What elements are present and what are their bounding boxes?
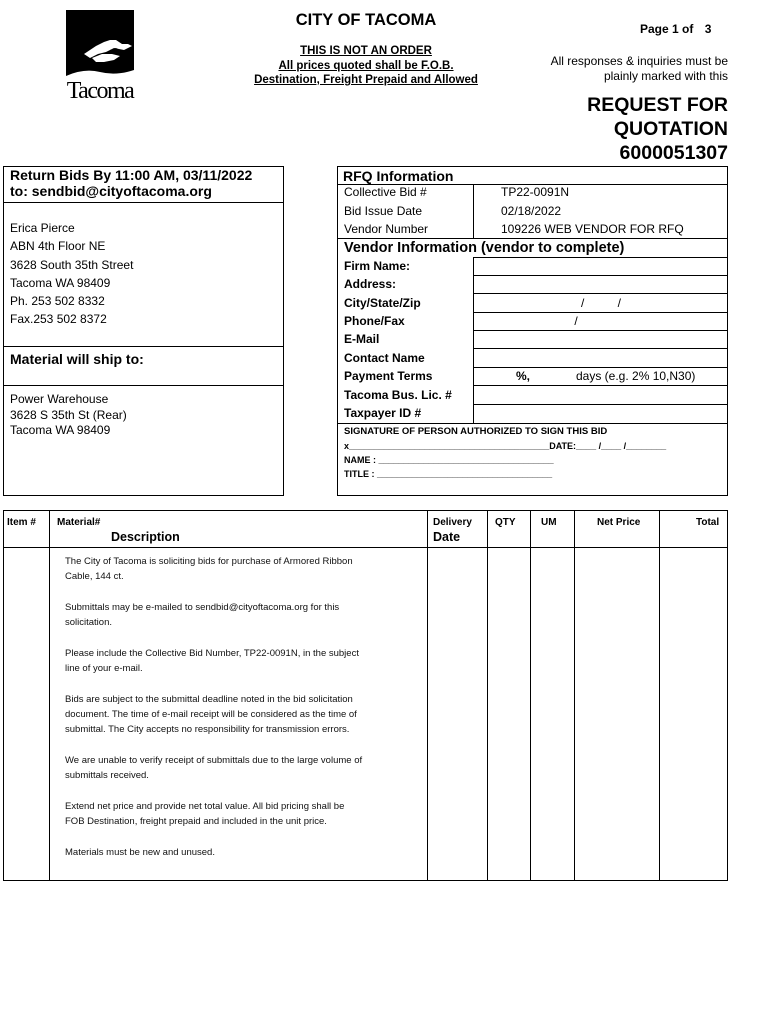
description-paragraph bbox=[65, 799, 425, 830]
column-header-net-price: Net Price bbox=[597, 517, 641, 528]
return-bids-line: Return Bids By 11:00 AM, 03/11/2022 bbox=[10, 167, 253, 183]
page-total: 3 bbox=[704, 22, 712, 36]
notice-line: THIS IS NOT AN ORDER bbox=[300, 45, 432, 57]
rfq-info-heading: RFQ Information bbox=[343, 168, 454, 184]
ship-to-heading: Material will ship to: bbox=[10, 351, 144, 367]
divider bbox=[473, 184, 474, 238]
description-line: Cable, 144 ct. bbox=[65, 571, 124, 583]
business-license-field[interactable] bbox=[474, 386, 728, 404]
description-line: solicitation. bbox=[65, 617, 112, 629]
ship-to-address bbox=[10, 392, 127, 439]
column-divider bbox=[427, 510, 428, 881]
description-line: Submittals may be e-mailed to sendbid@cityoftacoma.org for this bbox=[65, 601, 340, 613]
logo-wordmark: Tacoma bbox=[66, 78, 134, 104]
page-indicator bbox=[640, 22, 730, 36]
title-line[interactable]: TITLE : ___________________________________ bbox=[344, 469, 553, 479]
field-label-city-state-zip: City/State/Zip bbox=[344, 296, 421, 310]
contact-fax: Fax.253 502 8372 bbox=[10, 312, 107, 327]
description-line: line of your e-mail. bbox=[65, 663, 143, 675]
ship-line: Power Warehouse bbox=[10, 392, 109, 406]
order-notice bbox=[238, 44, 494, 88]
column-header-delivery: Delivery bbox=[433, 517, 472, 528]
taxpayer-id-field[interactable] bbox=[474, 405, 728, 423]
column-header-description: Description bbox=[111, 530, 180, 544]
field-label-address: Address: bbox=[344, 277, 397, 291]
description-line: Please include the Collective Bid Number, TP22-0091N, in the subject bbox=[65, 647, 359, 659]
rfq-value-collective-bid: TP22-0091N bbox=[501, 185, 570, 199]
divider bbox=[3, 346, 284, 347]
contact-name: Erica Pierce bbox=[10, 221, 75, 235]
description-line: submittals received. bbox=[65, 770, 149, 782]
description-line: Extend net price and provide net total value. All bid pricing shall be bbox=[65, 800, 345, 812]
field-label-firm-name: Firm Name: bbox=[344, 259, 411, 273]
rfq-value-vendor-number: 109226 WEB VENDOR FOR RFQ bbox=[501, 222, 684, 236]
field-label-taxpayer-id: Taxpayer ID # bbox=[344, 406, 422, 420]
field-label-phone-fax: Phone/Fax bbox=[344, 314, 405, 328]
contact-name-field[interactable] bbox=[474, 349, 728, 367]
divider bbox=[3, 385, 284, 386]
notice-line: Destination, Freight Prepaid and Allowed bbox=[254, 74, 478, 86]
description-line: Materials must be new and unused. bbox=[65, 846, 215, 858]
divider bbox=[337, 238, 728, 239]
description-line: Bids are subject to the submittal deadline noted in the bid solicitation bbox=[65, 693, 353, 705]
payment-days-hint: days (e.g. 2% 10,N30) bbox=[576, 369, 696, 383]
column-header-date: Date bbox=[433, 530, 461, 544]
signature-heading: SIGNATURE OF PERSON AUTHORIZED TO SIGN THIS BID bbox=[344, 426, 608, 437]
description-line: submittal. The City accepts no responsibility for transmission errors. bbox=[65, 724, 350, 736]
description-paragraph bbox=[65, 692, 425, 738]
rfq-label-issue-date: Bid Issue Date bbox=[344, 204, 423, 218]
description-paragraph bbox=[65, 845, 425, 860]
buyer-contact bbox=[10, 219, 133, 329]
description-line: We are unable to verify receipt of submittals due to the large volume of bbox=[65, 754, 363, 766]
city-state-zip-field[interactable]: / / bbox=[580, 296, 621, 310]
phone-fax-field[interactable]: / bbox=[574, 314, 578, 328]
name-line[interactable]: NAME : ___________________________________ bbox=[344, 455, 554, 465]
rfq-number: 6000051307 bbox=[619, 142, 728, 164]
divider bbox=[3, 202, 284, 203]
notice-line: All prices quoted shall be F.O.B. bbox=[278, 59, 454, 72]
column-divider bbox=[530, 510, 531, 881]
rfq-title-line: REQUEST FOR bbox=[587, 94, 728, 116]
solicitation-description bbox=[65, 554, 425, 875]
rfq-label-vendor-number: Vendor Number bbox=[344, 222, 429, 236]
table-header-divider bbox=[3, 547, 728, 548]
column-header-material: Material# bbox=[57, 517, 101, 528]
address-field[interactable] bbox=[474, 276, 728, 293]
contact-line: ABN 4th Floor NE bbox=[10, 239, 106, 254]
payment-percent: %, bbox=[516, 369, 531, 383]
signature-line[interactable]: x________________________________________DATE:____ /____ /________ bbox=[344, 441, 667, 451]
ship-line: 3628 S 35th St (Rear) bbox=[10, 407, 127, 422]
column-header-item: Item # bbox=[7, 517, 36, 528]
field-label-payment-terms: Payment Terms bbox=[344, 369, 433, 383]
city-of-tacoma-logo bbox=[64, 10, 136, 110]
contact-phone: Ph. 253 502 8332 bbox=[10, 294, 105, 309]
vendor-info-heading: Vendor Information (vendor to complete) bbox=[344, 240, 625, 256]
column-header-um: UM bbox=[541, 517, 557, 528]
description-line: The City of Tacoma is soliciting bids for purchase of Armored Ribbon bbox=[65, 556, 353, 567]
return-bids-email: to: sendbid@cityoftacoma.org bbox=[10, 183, 212, 199]
column-header-qty: QTY bbox=[495, 517, 516, 528]
email-field[interactable] bbox=[474, 331, 728, 348]
page-label: Page 1 of bbox=[640, 22, 694, 36]
column-divider bbox=[659, 510, 660, 881]
return-bids-heading bbox=[10, 167, 282, 199]
contact-line: 3628 South 35th Street bbox=[10, 257, 134, 272]
divider bbox=[337, 423, 728, 424]
column-divider bbox=[49, 510, 50, 881]
column-divider bbox=[487, 510, 488, 881]
field-label-email: E-Mail bbox=[344, 332, 380, 346]
field-label-contact-name: Contact Name bbox=[344, 351, 425, 365]
description-paragraph bbox=[65, 646, 425, 677]
firm-name-field[interactable] bbox=[474, 258, 728, 275]
description-paragraph bbox=[65, 554, 425, 585]
inquiries-line: All responses & inquiries must be bbox=[550, 54, 728, 68]
inquiries-note bbox=[520, 54, 728, 84]
description-paragraph bbox=[65, 753, 425, 784]
column-divider bbox=[574, 510, 575, 881]
contact-line: Tacoma WA 98409 bbox=[10, 275, 111, 290]
field-label-business-license: Tacoma Bus. Lic. # bbox=[344, 388, 452, 402]
payment-terms-field[interactable] bbox=[474, 368, 728, 385]
inquiries-line: plainly marked with this bbox=[603, 69, 728, 83]
city-title: CITY OF TACOMA bbox=[295, 11, 437, 29]
column-header-total: Total bbox=[696, 517, 720, 528]
description-line: FOB Destination, freight prepaid and included in the unit price. bbox=[65, 816, 327, 828]
description-paragraph bbox=[65, 600, 425, 631]
rfq-value-issue-date: 02/18/2022 bbox=[501, 204, 562, 218]
description-line: document. The time of e-mail receipt will be considered as the time of bbox=[65, 708, 357, 720]
ship-line: Tacoma WA 98409 bbox=[10, 423, 111, 437]
rfq-title-line: QUOTATION bbox=[613, 118, 728, 140]
rfq-title bbox=[540, 93, 728, 165]
rfq-label-collective-bid: Collective Bid # bbox=[344, 185, 427, 199]
bid-return-box bbox=[3, 166, 284, 496]
